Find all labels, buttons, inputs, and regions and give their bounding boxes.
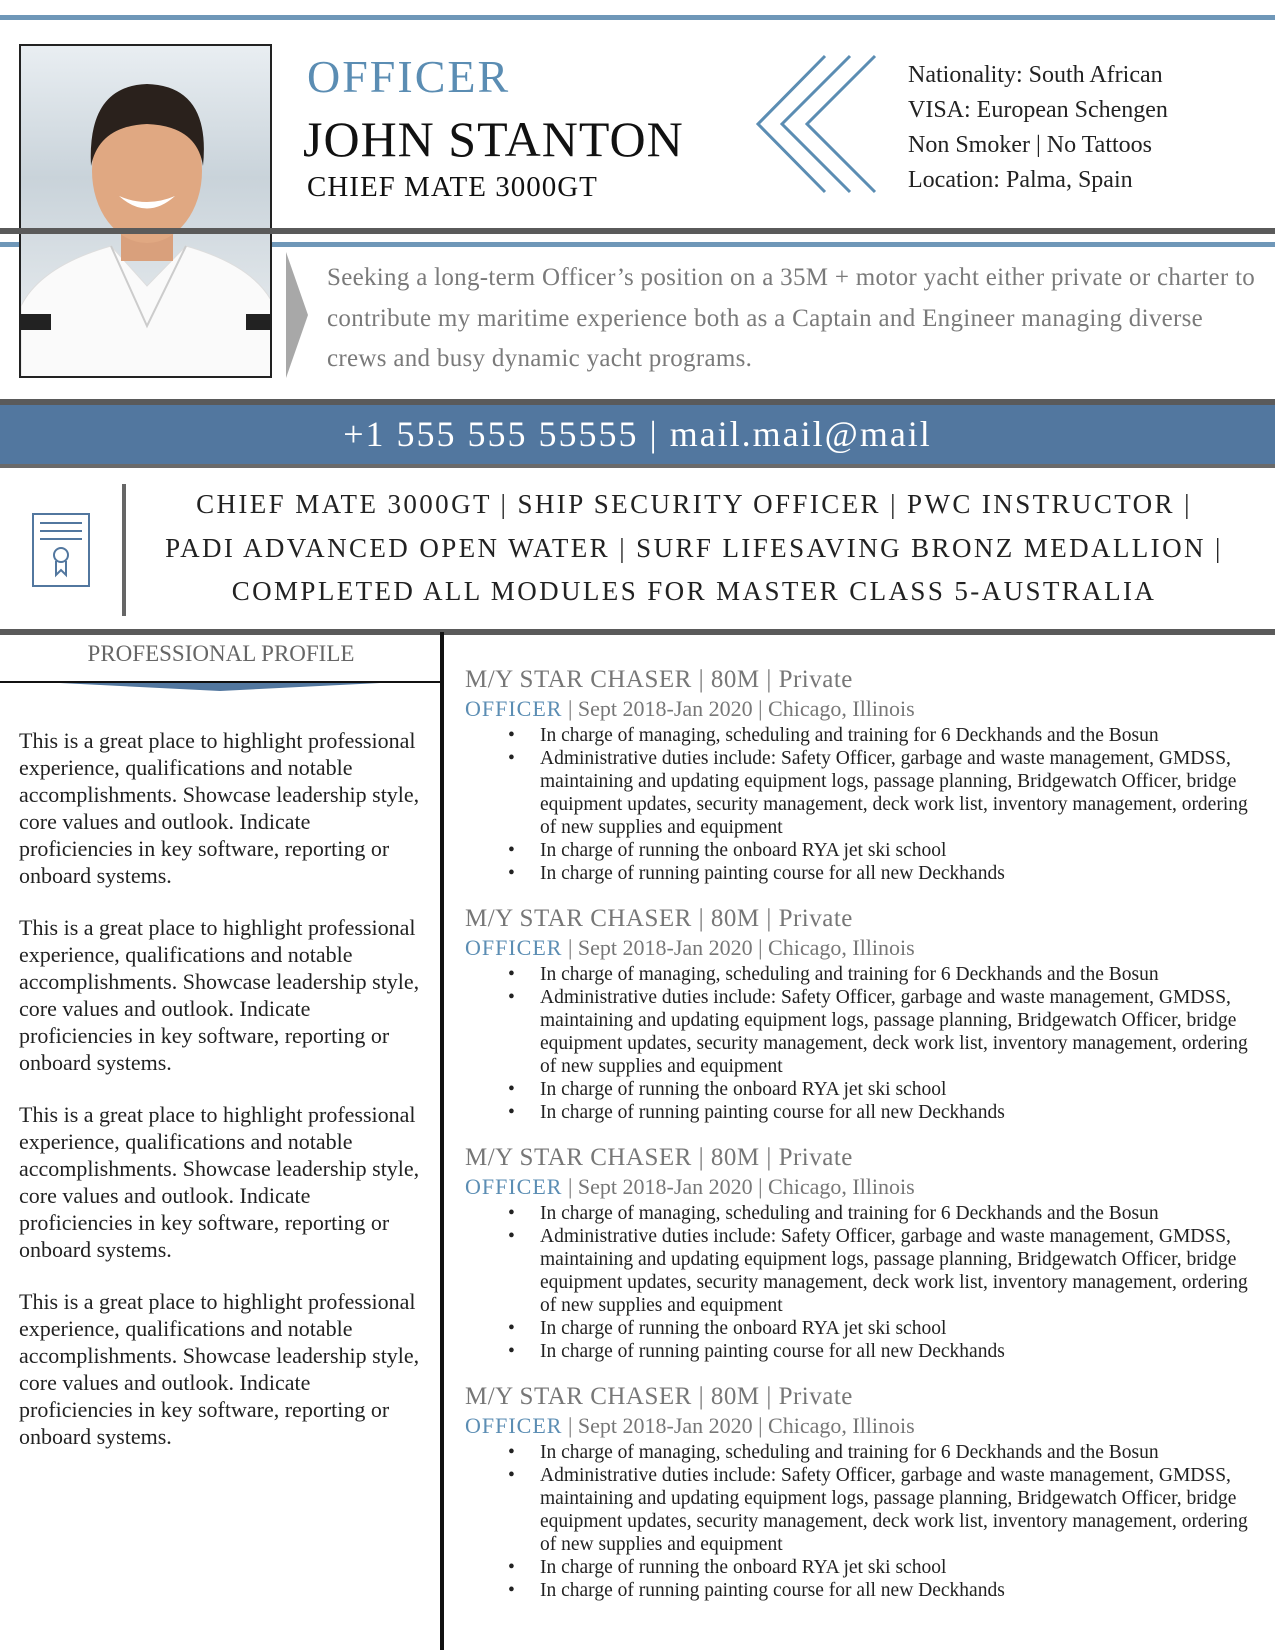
nationality: Nationality: South African — [908, 62, 1163, 88]
bullet-icon: • — [508, 987, 515, 1008]
column-divider — [440, 632, 444, 1650]
duty-item — [508, 1202, 1265, 1225]
duty-item — [508, 747, 1265, 839]
bullet-icon: • — [508, 1557, 515, 1578]
duty-text: In charge of running the onboard RYA jet ski school — [540, 1079, 947, 1100]
duty-text: Administrative duties include: Safety Officer, garbage and waste management, GMDSS, maintaining and updating equipment logs, passage planning, Bridgewatch Officer, bridge equipment updates, security management, deck work list, inventory management, ordering of new supplies and equipment — [540, 1226, 1248, 1316]
profile-paragraph: This is a great place to highlight professional experience, qualifications and notable accomplishments. Showcase leadership style, core values and outlook. Indicate proficiencies in key software, reporting or onboard systems. — [19, 1289, 420, 1449]
bullet-icon: • — [508, 1442, 515, 1463]
duty-text: Administrative duties include: Safety Officer, garbage and waste management, GMDSS, maintaining and updating equipment logs, passage planning, Bridgewatch Officer, bridge equipment updates, security management, deck work list, inventory management, ordering of new supplies and equipment — [540, 748, 1248, 838]
position-line — [465, 695, 1265, 723]
candidate-name: JOHN STANTON — [303, 111, 684, 167]
swoosh-decoration-icon — [60, 683, 380, 692]
duty-text: In charge of running painting course for all new Deckhands — [540, 1341, 1005, 1362]
profile-paragraph: This is a great place to highlight professional experience, qualifications and notable accomplishments. Showcase leadership style, core values and outlook. Indicate proficiencies in key software, reporting or onboard systems. — [19, 1102, 420, 1262]
job-title: OFFICER — [307, 51, 511, 102]
chevron-decoration-icon — [752, 52, 882, 200]
habits: Non Smoker | No Tattoos — [908, 132, 1153, 158]
position-line — [465, 934, 1265, 962]
position-line — [465, 1173, 1265, 1201]
cert-line: CHIEF MATE 3000GT | SHIP SECURITY OFFICER | PWC INSTRUCTOR | — [196, 489, 1192, 519]
duties-list — [508, 1202, 1265, 1363]
certificate-icon — [32, 513, 90, 587]
position-role: OFFICER — [465, 696, 563, 721]
bullet-icon: • — [508, 964, 515, 985]
experience-entry — [465, 904, 1265, 1124]
duty-text: In charge of managing, scheduling and training for 6 Deckhands and the Bosun — [540, 1442, 1159, 1463]
section-rule — [0, 629, 1275, 635]
duty-text: In charge of running the onboard RYA jet ski school — [540, 1557, 947, 1578]
objective-summary: Seeking a long-term Officer’s position on a 35M + motor yacht either private or charter to contribute my maritime experience both as a Captain and Engineer managing diverse crews and busy dynamic yacht programs. — [327, 264, 1256, 372]
profile-paragraph: This is a great place to highlight professional experience, qualifications and notable accomplishments. Showcase leadership style, core values and outlook. Indicate proficiencies in key software, reporting or onboard systems. — [19, 915, 420, 1075]
bullet-icon: • — [508, 1341, 515, 1362]
duty-text: In charge of managing, scheduling and training for 6 Deckhands and the Bosun — [540, 1203, 1159, 1224]
certifications — [134, 483, 1254, 614]
duty-item — [508, 724, 1265, 747]
duty-item — [508, 963, 1265, 986]
vessel-heading: M/Y STAR CHASER | 80M | Private — [465, 1144, 853, 1171]
duty-item — [508, 1464, 1265, 1556]
experience-entry — [465, 1143, 1265, 1363]
bullet-icon: • — [508, 1465, 515, 1486]
vessel-heading: M/Y STAR CHASER | 80M | Private — [465, 905, 853, 932]
duty-text: In charge of managing, scheduling and training for 6 Deckhands and the Bosun — [540, 964, 1159, 985]
duty-item — [508, 1340, 1265, 1363]
header-rule-blue-right — [272, 242, 1275, 247]
cert-line: COMPLETED ALL MODULES FOR MASTER CLASS 5-AUSTRALIA — [231, 576, 1157, 606]
duty-text: In charge of running the onboard RYA jet ski school — [540, 1318, 947, 1339]
profile-photo — [19, 44, 272, 378]
bullet-icon: • — [508, 840, 515, 861]
bullet-icon: • — [508, 1318, 515, 1339]
header-rule-gray — [0, 228, 1275, 234]
duty-item — [508, 839, 1265, 862]
duty-text: In charge of managing, scheduling and training for 6 Deckhands and the Bosun — [540, 725, 1159, 746]
header-rule-blue-left — [0, 242, 19, 247]
duty-item — [508, 1441, 1265, 1464]
position-role: OFFICER — [465, 1413, 563, 1438]
bullet-icon: • — [508, 1102, 515, 1123]
duty-item — [508, 986, 1265, 1078]
position-details: | Sept 2018-Jan 2020 | Chicago, Illinois — [562, 935, 915, 960]
duty-item — [508, 1579, 1265, 1602]
duty-text: In charge of running painting course for all new Deckhands — [540, 1580, 1005, 1601]
bullet-icon: • — [508, 725, 515, 746]
profile-heading: PROFESSIONAL PROFILE — [87, 641, 355, 666]
duty-text: In charge of running the onboard RYA jet ski school — [540, 840, 947, 861]
top-rule — [0, 15, 1275, 20]
personal-info — [908, 58, 1168, 198]
duties-list — [508, 1441, 1265, 1602]
bullet-icon: • — [508, 748, 515, 769]
certs-divider — [122, 484, 126, 616]
bullet-icon: • — [508, 1203, 515, 1224]
bullet-icon: • — [508, 1226, 515, 1247]
duty-text: Administrative duties include: Safety Officer, garbage and waste management, GMDSS, maintaining and updating equipment logs, passage planning, Bridgewatch Officer, bridge equipment updates, security management, deck work list, inventory management, ordering of new supplies and equipment — [540, 1465, 1248, 1555]
candidate-rank: CHIEF MATE 3000GT — [307, 171, 598, 203]
bullet-icon: • — [508, 863, 515, 884]
location: Location: Palma, Spain — [908, 167, 1133, 193]
duty-item — [508, 1317, 1265, 1340]
duty-text: Administrative duties include: Safety Officer, garbage and waste management, GMDSS, maintaining and updating equipment logs, passage planning, Bridgewatch Officer, bridge equipment updates, security management, deck work list, inventory management, ordering of new supplies and equipment — [540, 987, 1248, 1077]
vessel-heading: M/Y STAR CHASER | 80M | Private — [465, 666, 853, 693]
contact-band: +1 555 555 55555 | mail.mail@mail — [0, 405, 1275, 464]
position-details: | Sept 2018-Jan 2020 | Chicago, Illinois — [562, 1413, 915, 1438]
duty-item — [508, 1078, 1265, 1101]
position-role: OFFICER — [465, 1174, 563, 1199]
position-role: OFFICER — [465, 935, 563, 960]
duty-item — [508, 1101, 1265, 1124]
duty-text: In charge of running painting course for all new Deckhands — [540, 1102, 1005, 1123]
experience-entry — [465, 665, 1265, 885]
visa: VISA: European Schengen — [908, 97, 1168, 123]
bullet-icon: • — [508, 1079, 515, 1100]
duty-item — [508, 1556, 1265, 1579]
position-details: | Sept 2018-Jan 2020 | Chicago, Illinois — [562, 1174, 915, 1199]
vessel-heading: M/Y STAR CHASER | 80M | Private — [465, 1383, 853, 1410]
arrow-pointer-icon — [286, 252, 308, 378]
position-line — [465, 1412, 1265, 1440]
bullet-icon: • — [508, 1580, 515, 1601]
band-bottom-rule — [0, 464, 1275, 468]
experience-entry — [465, 1382, 1265, 1602]
profile-paragraph: This is a great place to highlight professional experience, qualifications and notable accomplishments. Showcase leadership style, core values and outlook. Indicate proficiencies in key software, reporting or onboard systems. — [19, 728, 420, 888]
duty-item — [508, 1225, 1265, 1317]
duties-list — [508, 724, 1265, 885]
duty-item — [508, 862, 1265, 885]
duties-list — [508, 963, 1265, 1124]
duty-text: In charge of running painting course for all new Deckhands — [540, 863, 1005, 884]
cert-line: PADI ADVANCED OPEN WATER | SURF LIFESAVING BRONZ MEDALLION | — [165, 532, 1223, 563]
position-details: | Sept 2018-Jan 2020 | Chicago, Illinois — [562, 696, 915, 721]
